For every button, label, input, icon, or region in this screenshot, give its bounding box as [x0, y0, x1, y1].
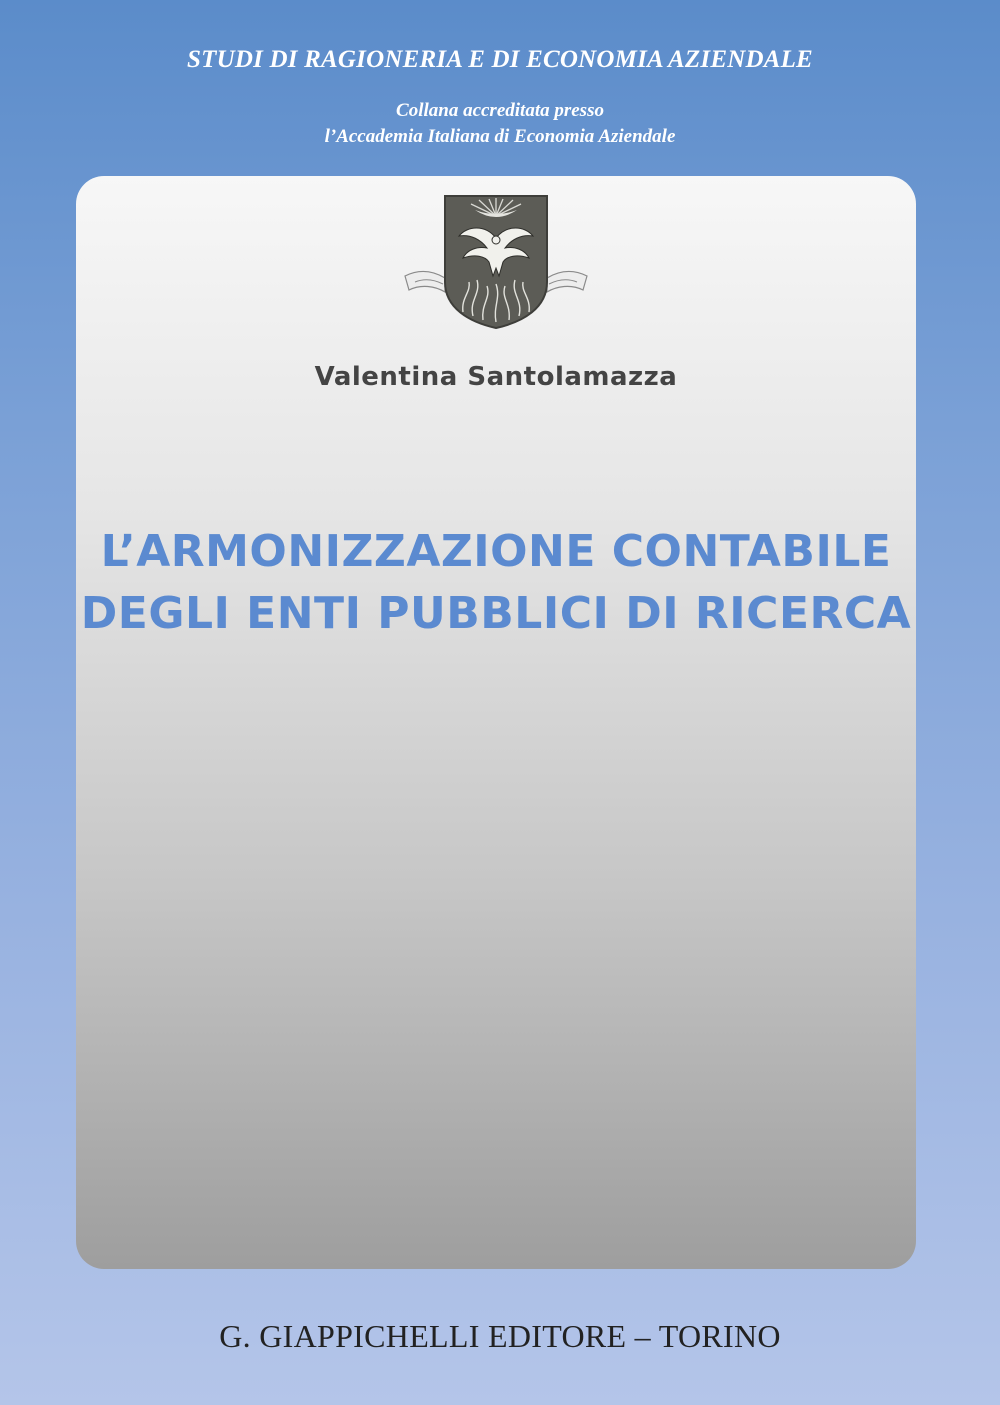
- publisher-name: G. GIAPPICHELLI EDITORE – TORINO: [219, 1318, 781, 1354]
- series-note-line-1: Collana accreditata presso: [396, 100, 604, 121]
- series-title: STUDI DI RAGIONERIA E DI ECONOMIA AZIENDALE: [187, 46, 813, 73]
- author-name: Valentina Santolamazza: [314, 362, 678, 392]
- book-title-line-2: DEGLI ENTI PUBBLICI DI RICERCA: [80, 588, 912, 639]
- phoenix-crest-icon: [401, 194, 591, 334]
- cover-panel: [76, 176, 916, 1269]
- book-title-line-1: L’ARMONIZZAZIONE CONTABILE: [100, 526, 892, 577]
- series-note-line-2: l’Accademia Italiana di Economia Aziendale: [324, 126, 676, 147]
